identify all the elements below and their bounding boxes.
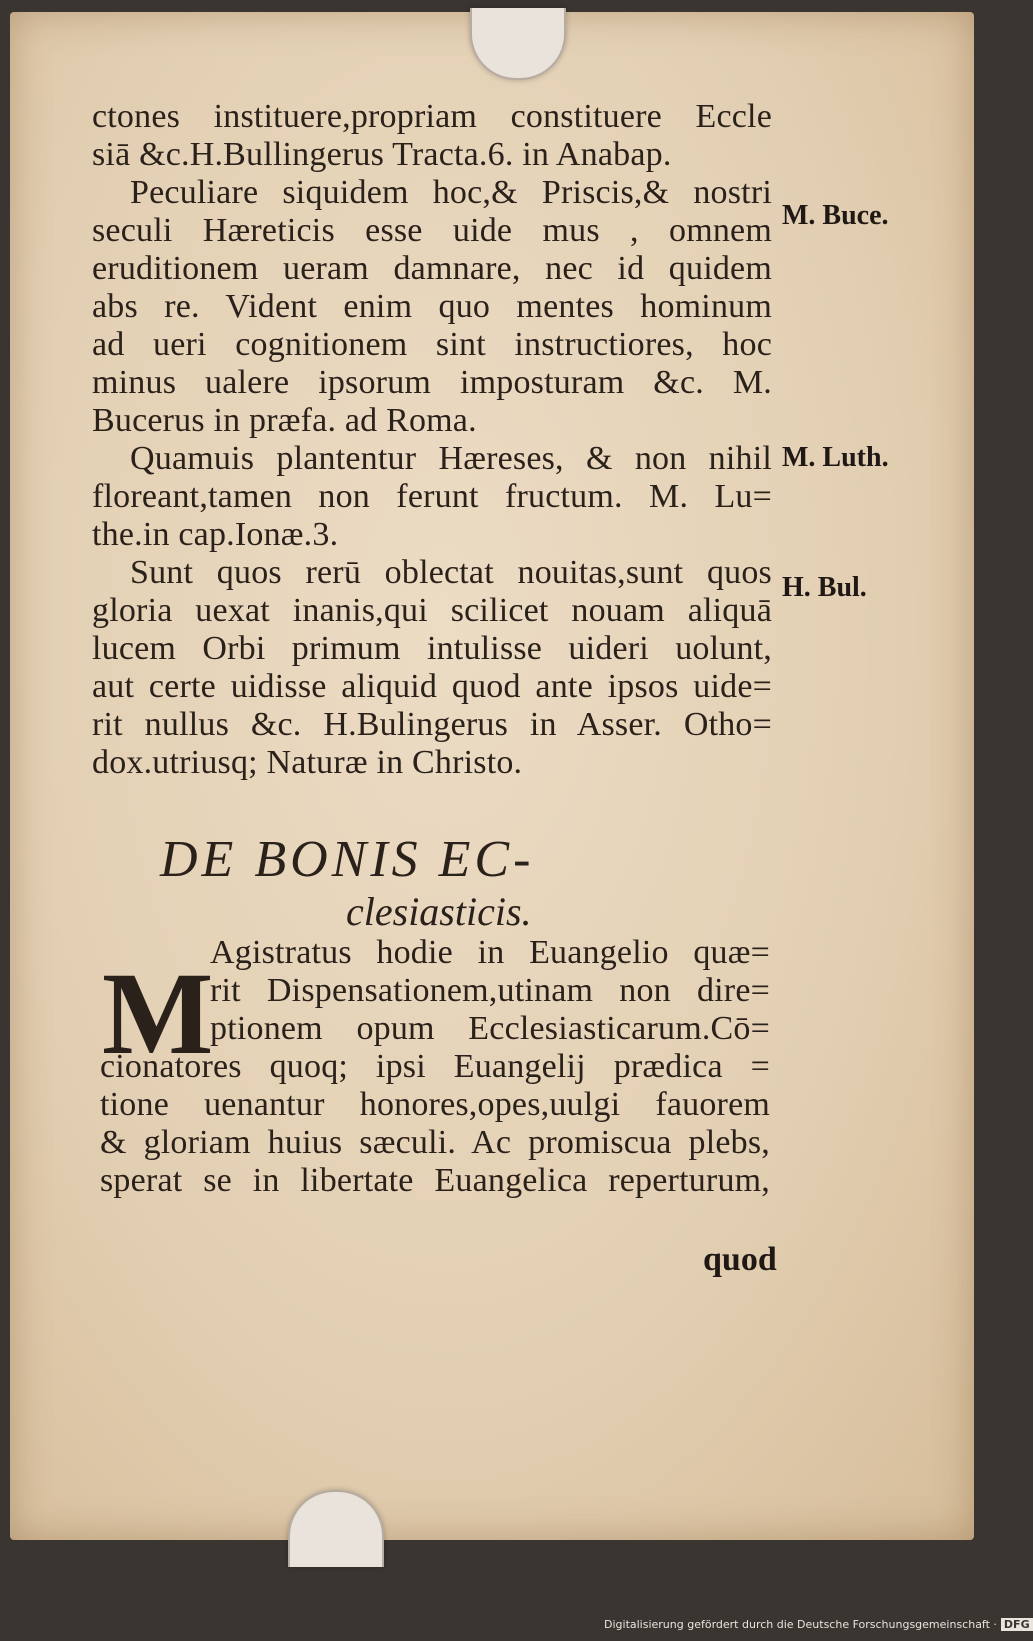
text-line: Quamuis plantentur Hæreses, & non nihil	[130, 440, 772, 477]
text-line: floreant,tamen non ferunt fructum. M. Lu=	[92, 478, 772, 515]
section-paragraph-indented	[210, 934, 770, 1048]
text-line: abs re. Vident enim quo mentes hominum	[92, 288, 772, 325]
text-line: the.in cap.Ionæ.3.	[92, 516, 339, 553]
text-line: rit Dispensationem,utinam non dire=	[210, 972, 770, 1009]
text-line: sperat se in libertate Euangelica reperturum,	[100, 1162, 770, 1199]
margin-note-luther: M. Luth.	[782, 442, 889, 473]
text-line: seculi Hæreticis esse uide mus , omnem	[92, 212, 772, 249]
section-heading-continuation: clesiasticis.	[346, 889, 532, 934]
drop-cap-initial: M	[102, 948, 214, 1079]
text-line: eruditionem ueram damnare, nec id quidem	[92, 250, 772, 287]
section-heading: DE BONIS EC-	[160, 831, 535, 888]
margin-note-bucer: M. Buce.	[782, 200, 889, 231]
credit-text: Digitalisierung gefördert durch die Deutsche Forschungsgemeinschaft ·	[604, 1618, 997, 1631]
catchword: quod	[703, 1241, 777, 1278]
paragraph-bucer	[92, 174, 772, 440]
page-clip-top	[470, 8, 566, 80]
text-line: tione uenantur honores,opes,uulgi fauorem	[100, 1086, 770, 1123]
section-paragraph	[100, 1048, 770, 1200]
paragraph-bullinger-asser	[92, 554, 772, 782]
text-line: Bucerus in præfa. ad Roma.	[92, 402, 477, 439]
text-line: Sunt quos rerū oblectat nouitas,sunt quos	[130, 554, 772, 591]
text-line: cionatores quoq; ipsi Euangelij prædica =	[100, 1048, 770, 1085]
digitization-credit	[604, 1618, 1033, 1631]
text-line: aut certe uidisse aliquid quod ante ipsos uide=	[92, 668, 772, 705]
paragraph-luther	[92, 440, 772, 554]
text-line: minus ualere ipsorum imposturam &c. M.	[92, 364, 772, 401]
margin-note-bullinger: H. Bul.	[782, 572, 867, 603]
text-line: Peculiare siquidem hoc,& Priscis,& nostri	[130, 174, 772, 211]
text-line: lucem Orbi primum intulisse uideri uolunt,	[92, 630, 772, 667]
page-clip-bottom	[288, 1490, 384, 1567]
text-line: ctones instituere,propriam constituere Eccle	[92, 98, 772, 135]
text-line: Agistratus hodie in Euangelio quæ=	[210, 934, 770, 971]
text-line: rit nullus &c. H.Bulingerus in Asser. Otho=	[92, 706, 772, 743]
text-line: ptionem opum Ecclesiasticarum.Cō=	[210, 1010, 770, 1047]
text-line: & gloriam huius sæculi. Ac promiscua plebs,	[100, 1124, 770, 1161]
paragraph-bullinger-anabap	[92, 98, 772, 174]
text-line: dox.utriusq; Naturæ in Christo.	[92, 744, 523, 781]
dfg-logo: DFG	[1001, 1618, 1033, 1631]
book-page	[10, 12, 974, 1540]
text-line: ad ueri cognitionem sint instructiores, hoc	[92, 326, 772, 363]
text-line: siā &c.H.Bullingerus Tracta.6. in Anabap.	[92, 136, 672, 173]
text-line: gloria uexat inanis,qui scilicet nouam aliquā	[92, 592, 772, 629]
